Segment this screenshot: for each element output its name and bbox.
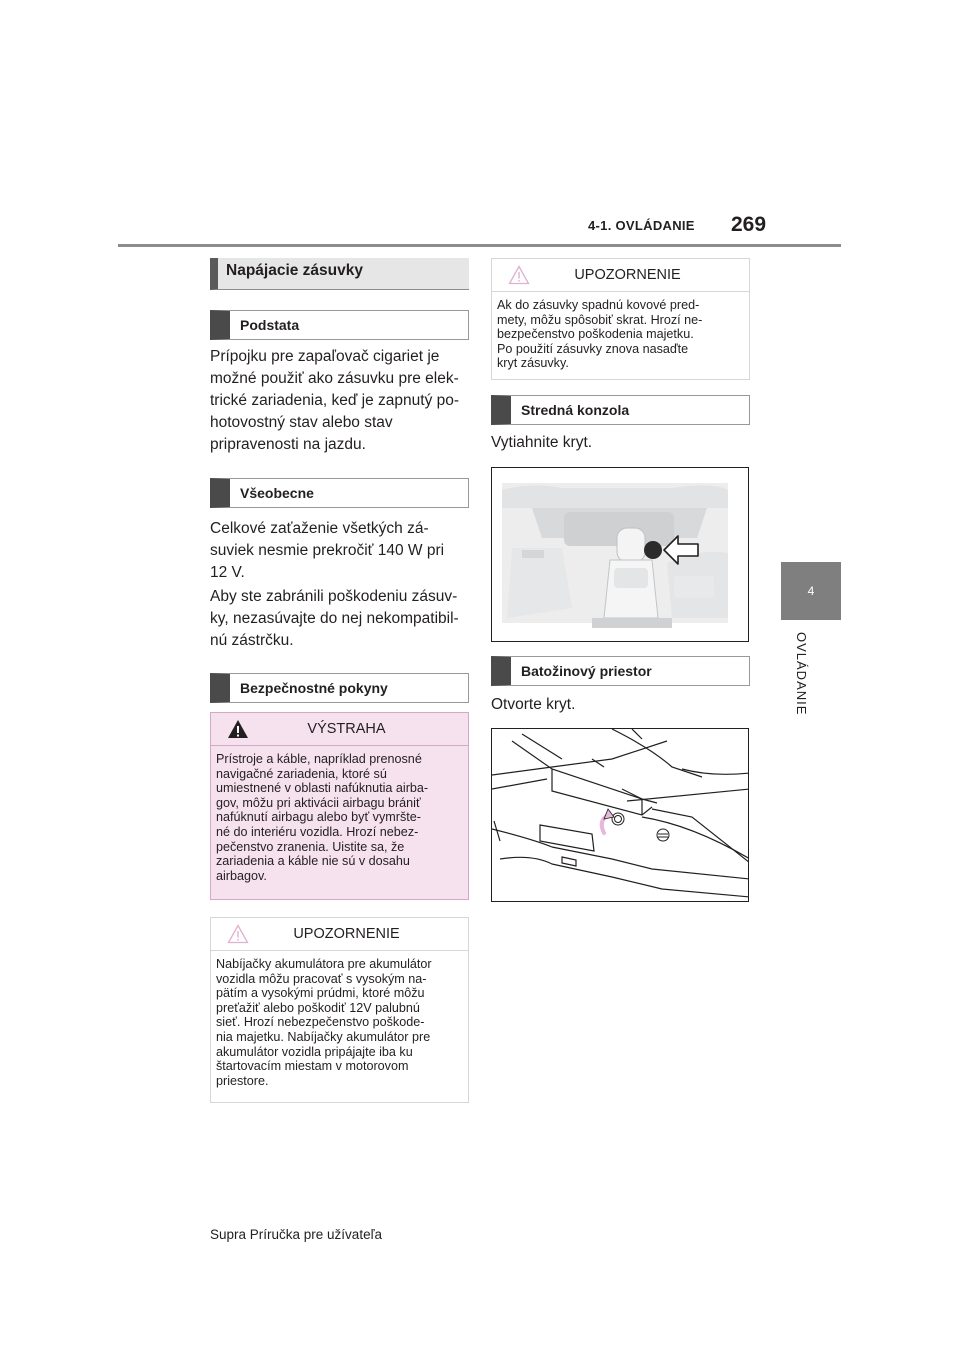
load-paragraph: Celkové zaťaženie všetkých zá- suviek nesmie prekročiť 140 W pri 12 V. (210, 520, 445, 581)
subsection-title-trunk: Batožinový priestor (491, 656, 750, 686)
subsection-title-podstata: Podstata (210, 310, 469, 340)
intro-paragraph: Prípojku pre zapaľovač cigariet je možné použiť ako zásuvku pre elek- trické zariadenia, keď je zapnutý po- hotovostný stav alebo stav pripravenosti na jazdu. (210, 348, 460, 453)
subsection-title-safety: Bezpečnostné pokyny (210, 673, 469, 703)
notice-box-header (492, 259, 749, 292)
notice-text: Ak do zásuvky spadnú kovové pred- mety, môžu spôsobiť skrat. Hrozí ne- bezpečenstvo poškodenia majetku. Po použití zásuvky znova nasaďte kryt zásuvky. (497, 298, 703, 371)
running-header-section: 4-1. OVLÁDANIE (588, 218, 695, 233)
center-console-instruction: Vytiahnite kryt. (491, 434, 593, 451)
section-title: Napájacie zásuvky (210, 258, 469, 290)
warning-box-header (211, 713, 468, 746)
page-number: 269 (731, 213, 767, 236)
header-rule (118, 244, 841, 247)
subsection-title-center-console: Stredná konzola (491, 395, 750, 425)
footer-text: Supra Príručka pre užívateľa (210, 1227, 383, 1242)
notice-box-metal (491, 258, 750, 380)
trunk-instruction: Otvorte kryt. (491, 696, 576, 713)
notice-box-charger (210, 917, 469, 1103)
notice-text: Nabíjačky akumulátora pre akumulátor vozidla môžu pracovať s vysokým na- pätím a vysokými prúdmi, ktoré môžu preťažiť alebo poškodiť 12V palubnú sieť. Hrozí nebezpečenstvo poškode- nia majetku. Nabíjačky akumulátor pre akumulátor vozidla pripájajte iba ku štartovacím miestam v motorovom priestore. (216, 957, 432, 1088)
warning-title: VÝSTRAHA (307, 721, 386, 737)
center-console-illustration (491, 467, 749, 642)
warning-triangle-icon (227, 719, 249, 739)
warning-text: Prístroje a káble, napríklad prenosné navigačné zariadenia, ktoré sú umiestnené v oblasti nafúknutia airba- gov, môžu pri aktivácii airbagu brániť nafúknutí airbagu alebo byť vymršte- né do interiéru vozidla. Hrozí nebez- pečenstvo zranenia. Uistite sa, že zariadenia a káble nie sú v dosahu airbagov. (216, 752, 429, 883)
warning-box (210, 712, 469, 900)
caution-triangle-icon (508, 265, 530, 285)
subsection-title-vseobecne: Všeobecne (210, 478, 469, 508)
notice-title: UPOZORNENIE (293, 926, 400, 942)
center-console-drawing (492, 468, 749, 642)
trunk-socket-illustration (491, 728, 749, 902)
caution-triangle-icon (227, 924, 249, 944)
notice-box-header (211, 918, 468, 951)
trunk-socket-drawing (492, 729, 749, 902)
chapter-tab-label: OVLÁDANIE (794, 632, 809, 716)
chapter-tab: 4 (781, 562, 841, 620)
notice-title: UPOZORNENIE (574, 267, 681, 283)
damage-paragraph: Aby ste zabránili poškodeniu zásuv- ky, nezasúvajte do nej nekompatibil- nú zástrčku. (210, 588, 459, 649)
